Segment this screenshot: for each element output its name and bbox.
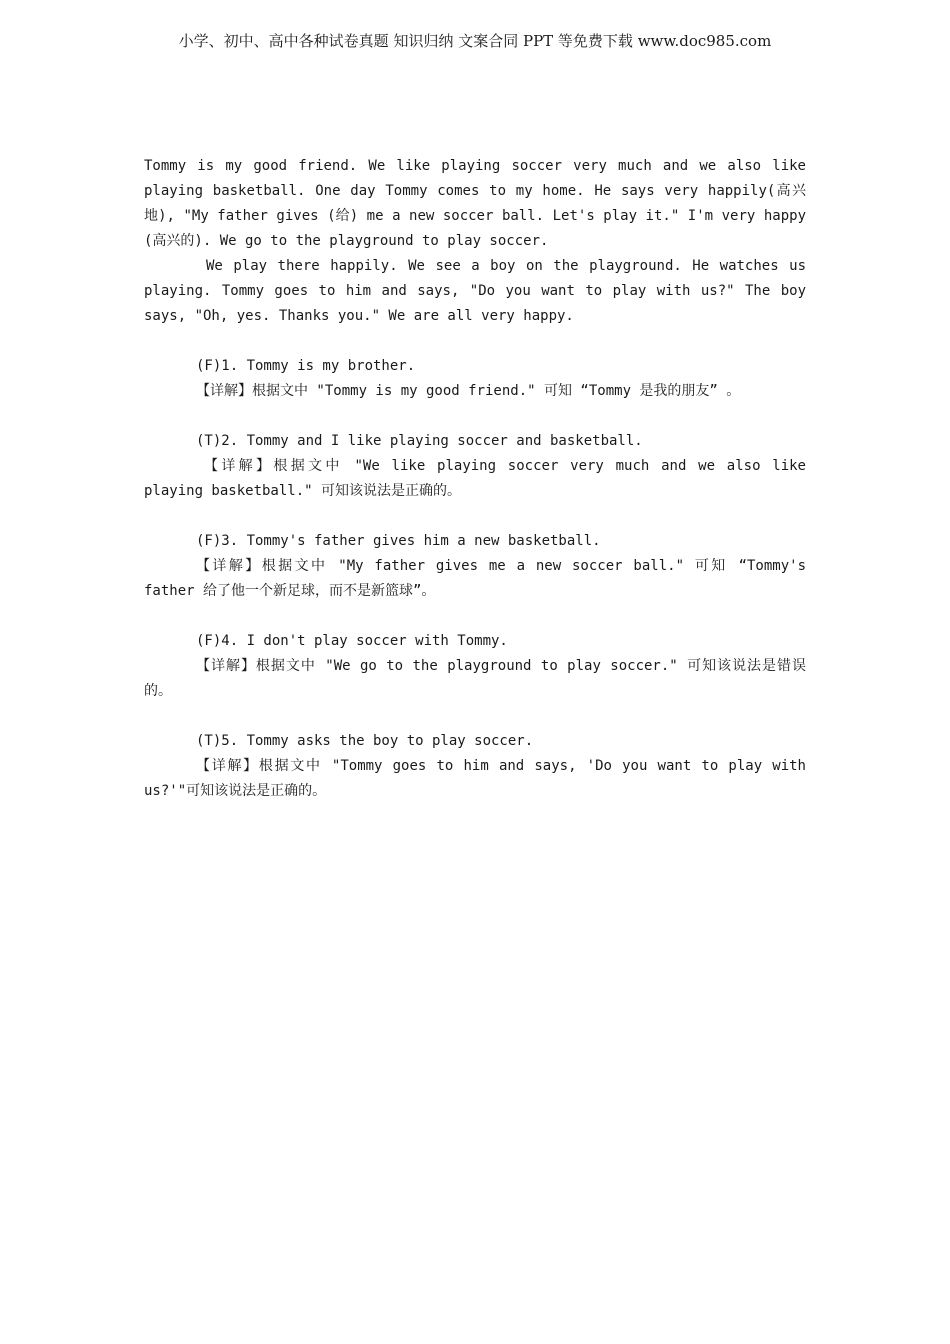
page-header: 小学、初中、高中各种试卷真题 知识归纳 文案合同 PPT 等免费下载 www.doc985.com	[178, 32, 772, 50]
question-5-explanation: 【详解】根据文中 "Tommy goes to him and says, 'Do you want to play with us?'"可知该说法是正确的。	[144, 758, 806, 799]
question-4-statement: (F)4. I don't play soccer with Tommy.	[196, 633, 508, 649]
question-1-explanation: 【详解】根据文中 "Tommy is my good friend." 可知 “Tommy 是我的朋友” 。	[196, 383, 741, 399]
question-5-statement: (T)5. Tommy asks the boy to play soccer.	[196, 733, 534, 749]
question-2-statement: (T)2. Tommy and I like playing soccer and basketball.	[196, 433, 643, 449]
spacer	[144, 504, 806, 529]
question-1-statement: (F)1. Tommy is my brother.	[196, 358, 416, 374]
question-3-statement: (F)3. Tommy's father gives him a new basketball.	[196, 533, 601, 549]
spacer	[144, 404, 806, 429]
spacer	[144, 704, 806, 729]
passage-paragraph-2: We play there happily. We see a boy on the playground. He watches us playing. Tommy goes to him and says, "Do you want to play with us?" The boy says, "Oh, yes. Thanks you." We are all very happy.	[144, 258, 806, 324]
spacer	[144, 329, 806, 354]
spacer	[144, 604, 806, 629]
document-body	[144, 154, 806, 804]
question-4-explanation: 【详解】根据文中 "We go to the playground to play soccer." 可知该说法是错误的。	[144, 658, 806, 699]
question-2-explanation: 【详解】根据文中 "We like playing soccer very much and we also like playing basketball." 可知该说法是正确的。	[144, 458, 806, 499]
question-3-explanation: 【详解】根据文中 "My father gives me a new soccer ball." 可知 “Tommy's father 给了他一个新足球，而不是新篮球”。	[144, 558, 806, 599]
passage-paragraph-1: Tommy is my good friend. We like playing soccer very much and we also like playing basketball. One day Tommy comes to my home. He says very happily(高兴地), "My father gives (给) me a new soccer ball. Let's play it." I'm very happy (高兴的). We go to the playground to play soccer.	[144, 158, 806, 249]
